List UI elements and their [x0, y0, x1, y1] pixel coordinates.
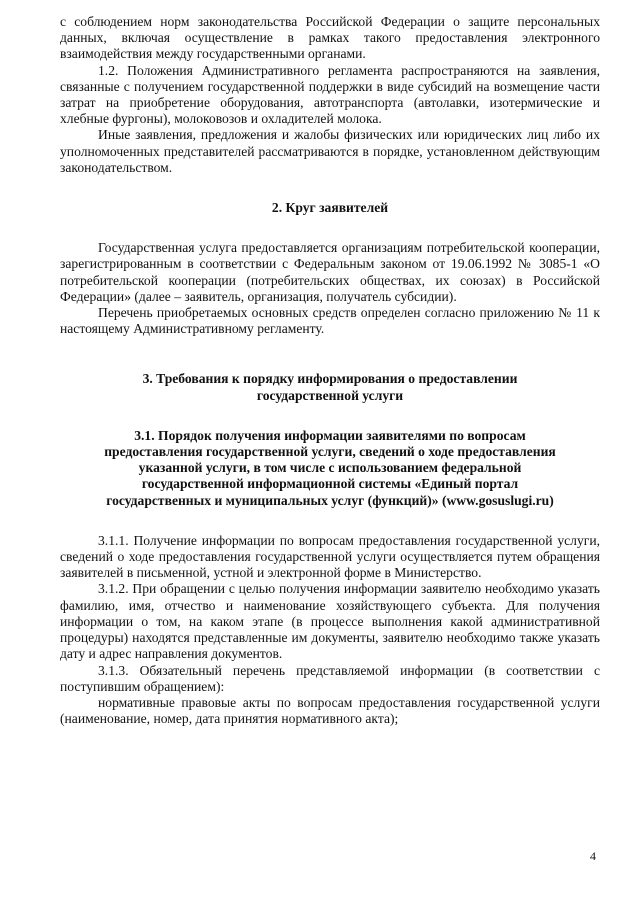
spacer [60, 176, 600, 200]
spacer [60, 337, 600, 371]
paragraph-assets-list: Перечень приобретаемых основных средств определен согласно приложению № 11 к настоящему Административному регламенту. [60, 305, 600, 337]
section-3-1-heading-line-2: предоставления государственной услуги, сведений о ходе предоставления [104, 444, 556, 460]
spacer [60, 509, 600, 533]
section-3-1-heading-line-4: государственной информационной системы «Единый портал [141, 476, 519, 492]
paragraph-3-1-1: 3.1.1. Получение информации по вопросам предоставления государственной услуги, сведений о ходе предоставления государственной услуги осуществляется путем обращения заявителей в письменной, устной и электронной форме в Министерство. [60, 532, 600, 581]
spacer [60, 404, 600, 428]
paragraph-1-2: 1.2. Положения Административного регламента распространяются на заявления, связанные с получением государственной поддержки в виде субсидий на возмещение части затрат на приобретение оборудования, автотранспорта (автолавки, изотермические и хлебные фургоны), молоковозов и охладителей молока. [60, 62, 600, 127]
spacer [60, 216, 600, 240]
section-3-heading-line-2: государственной услуги [256, 387, 404, 403]
section-3-1-heading-line-5: государственных и муниципальных услуг (функций)» (www.gosuslugi.ru) [106, 492, 554, 508]
paragraph-legal-acts: нормативные правовые акты по вопросам предоставления государственной услуги (наименование, номер, дата принятия нормативного акта); [60, 694, 600, 727]
section-3-1-heading-line-3: указанной услуги, в том числе с использованием федеральной [138, 460, 522, 476]
page-number: 4 [590, 849, 596, 863]
paragraph-3-1-2: 3.1.2. При обращении с целью получения информации заявителю необходимо указать фамилию, имя, отчество и наименование хозяйствующего субъекта. Для получения информации о том, на каком этапе (в процессе выполнения какой административной процедуры) находятся представленные им документы, заявителю необходимо также указать дату и адрес направления документов. [60, 581, 600, 662]
section-3-heading-line-1: 3. Требования к порядку информирования о предоставлении [142, 371, 518, 387]
section-2-heading: 2. Круг заявителей [271, 200, 389, 216]
paragraph-3-1-3: 3.1.3. Обязательный перечень представляемой информации (в соответствии с поступившим обращением): [60, 662, 600, 694]
paragraph-service-recipients: Государственная услуга предоставляется организациям потребительской кооперации, зарегистрированным в соответствии с Федеральным законом от 19.06.1992 № 3085-1 «О потребительской кооперации (потребительских обществах, их союзах) в Российской Федерации» (далее – заявитель, организация, получатель субсидии). [60, 240, 600, 304]
paragraph-personal-data: с соблюдением норм законодательства Российской Федерации о защите персональных данных, включая осуществление в рамках такого предоставления электронного взаимодействия между государственными органами. [60, 14, 600, 62]
section-3-1-heading-line-1: 3.1. Порядок получения информации заявителями по вопросам [134, 427, 526, 443]
paragraph-other-applications: Иные заявления, предложения и жалобы физических или юридических лиц либо их уполномоченных представителей рассматриваются в порядке, установленном действующим законодательством. [60, 127, 600, 175]
